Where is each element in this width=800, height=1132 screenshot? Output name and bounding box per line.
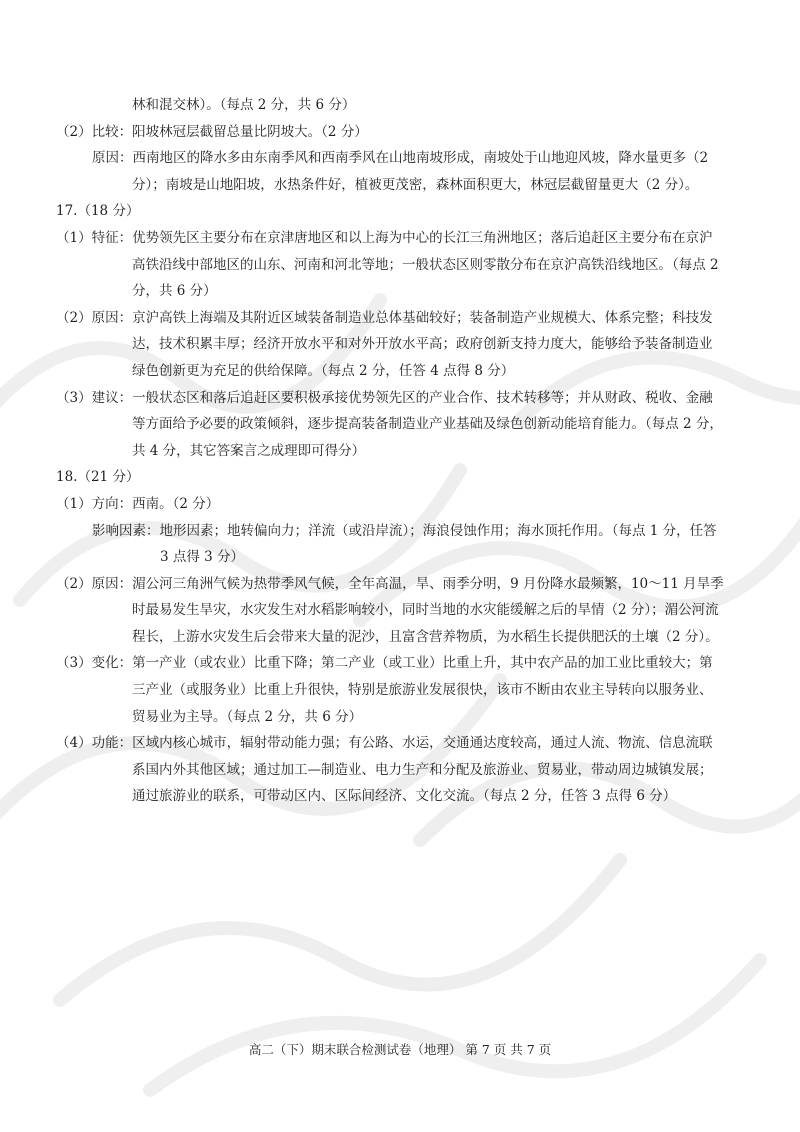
text-line: （4）功能：区域内核心城市，辐射带动能力强；有公路、水运，交通通达度较高，通过人流、物流、信息流联 — [56, 735, 713, 752]
text-line: （2）原因：京沪高铁上海端及其附近区域装备制造业总体基础较好；装备制造产业规模大、体系完整；科技发 — [56, 309, 713, 326]
answer-content — [56, 92, 746, 810]
text-line: （1）特征：优势领先区主要分布在京津唐地区和以上海为中心的长江三角洲地区；落后追赶区主要分布在京沪 — [56, 229, 713, 246]
text-line: 共 4 分，其它答案言之成理即可得分） — [132, 442, 366, 459]
text-line: 影响因素：地形因素；地转偏向力；洋流（或沿岸流）；海浪侵蚀作用；海水顶托作用。（每点 1 分，任答 — [92, 522, 717, 539]
text-line: 三产业（或服务业）比重上升很快，特别是旅游业发展很快，该市不断由农业主导转向以服务业、 — [132, 682, 713, 699]
text-line: （3）变化：第一产业（或农业）比重下降；第二产业（或工业）比重上升，其中农产品的加工业比重较大；第 — [56, 655, 713, 672]
text-line: 等方面给予必要的政策倾斜，逐步提高装备制造业产业基础及绿色创新动能培育能力。（每点 2 分， — [132, 416, 723, 433]
text-line: 3 点得 3 分） — [160, 549, 245, 566]
question-heading: 18.（21 分） — [56, 469, 140, 486]
text-line: （3）建议：一般状态区和落后追赶区要积极承接优势领先区的产业合作、技术转移等；并从财政、税收、金融 — [56, 389, 713, 406]
text-line: 原因：西南地区的降水多由东南季风和西南季风在山地南坡形成，南坡处于山地迎风坡，降水量更多（2 — [92, 150, 709, 167]
text-line: 达，技术积累丰厚；经济开放水平和对外开放水平高；政府创新支持力度大，能够给予装备制造业 — [132, 336, 713, 353]
page-footer: 高二（下）期末联合检测试卷（地理） 第 7 页 共 7 页 — [248, 1042, 552, 1057]
text-line: 分，共 6 分） — [132, 283, 217, 300]
text-line: 高铁沿线中部地区的山东、河南和河北等地；一般状态区则零散分布在京沪高铁沿线地区。（每点 2 — [132, 256, 719, 273]
text-line: 贸易业为主导。（每点 2 分，共 6 分） — [132, 708, 363, 725]
text-line: 系国内外其他区域；通过加工—制造业、电力生产和分配及旅游业、贸易业，带动周边城镇发展； — [132, 761, 713, 778]
question-heading: 17.（18 分） — [56, 203, 140, 220]
text-line: （2）比较：阳坡林冠层截留总量比阴坡大。（2 分） — [56, 123, 368, 140]
text-line: 通过旅游业的联系，可带动区内、区际间经济、文化交流。（每点 2 分，任答 3 点得 6 分） — [132, 788, 677, 805]
text-line: 绿色创新更为充足的供给保障。（每点 2 分，任答 4 点得 8 分） — [132, 362, 515, 379]
text-line: 林和混交林）。（每点 2 分，共 6 分） — [132, 97, 356, 113]
text-line: （2）原因：湄公河三角洲气候为热带季风气候，全年高温，旱、雨季分明，9 月份降水最频繁，10～11 月旱季 — [56, 575, 724, 592]
text-line: 分）；南坡是山地阳坡，水热条件好，植被更茂密，森林面积更大，林冠层截留量更大（2 分）。 — [132, 176, 699, 193]
text-line: （1）方向：西南。（2 分） — [56, 495, 220, 512]
text-line: 程长，上游水灾发生后会带来大量的泥沙，且富含营养物质，为水稻生长提供肥沃的土壤（2 分）。 — [132, 628, 719, 645]
text-line: 时最易发生旱灾，水灾发生对水稻影响较小，同时当地的水灾能缓解之后的旱情（2 分）；湄公河流 — [132, 602, 719, 619]
